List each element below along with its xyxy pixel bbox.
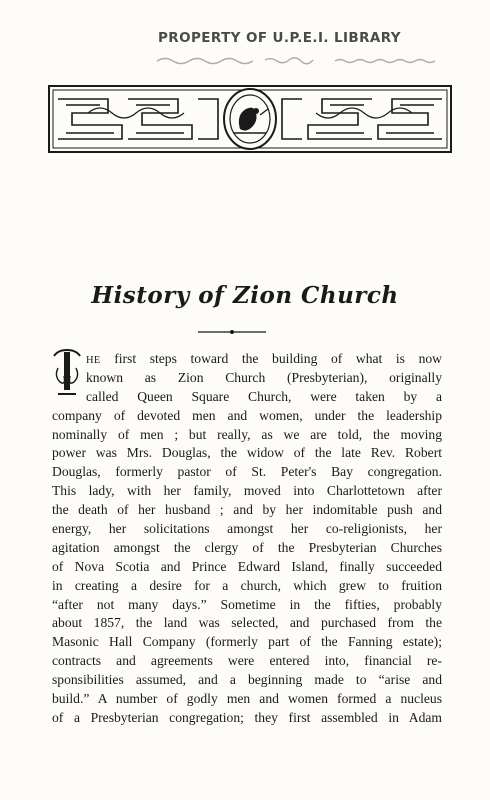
paragraph-line: sponsibilities assumed, and a beginning made to “arise and	[52, 672, 442, 688]
paragraph-line: of a Presbyterian congregation; they first assembled in Adam	[52, 709, 442, 725]
paragraph-line: “after not many days.” Sometime in the fifties, probably	[52, 596, 442, 612]
paragraph-line: energy, her solicitations amongst her co-religionists, her	[52, 521, 442, 537]
paragraph-line: Masonic Hall Company (formerly part of the Fanning estate);	[52, 634, 442, 650]
paragraph-line: This lady, with her family, moved into Charlottetown after	[52, 483, 442, 499]
paragraph-line: power was Mrs. Douglas, the widow of the late Rev. Robert	[52, 445, 442, 461]
paragraph-line: company of devoted men and women, under the leadership	[52, 407, 442, 423]
paragraph-line: build.” A number of godly men and women formed a nucleus	[52, 691, 442, 707]
paragraph-line: of Nova Scotia and Prince Edward Island, finally succeeded	[52, 558, 442, 574]
paragraph-line: in creating a desire for a church, which grew to fruition	[52, 577, 442, 593]
stamp-scrawl-mark	[155, 54, 445, 68]
paragraph-line: about 1857, the land was selected, and purchased from the	[52, 615, 442, 631]
paragraph-line: Douglas, formerly pastor of St. Peter's Bay congregation.	[52, 464, 442, 480]
paragraph-line: the death of her husband ; and by her indomitable push and	[52, 502, 442, 518]
library-stamp: PROPERTY OF U.P.E.I. LIBRARY	[158, 30, 401, 46]
header-ornament	[48, 85, 452, 153]
page-title: History of Zion Church	[91, 282, 399, 309]
paragraph-line: contracts and agreements were entered into, financial re-	[52, 653, 442, 669]
paragraph-line: nominally of men ; but really, as we are told, the moving	[52, 426, 442, 442]
paragraph-line: agitation amongst the clergy of the Presbyterian Churches	[52, 539, 442, 555]
paragraph-line: HE first steps toward the building of what is now	[86, 351, 442, 366]
paragraph-line: called Queen Square Church, were taken by a	[86, 388, 442, 404]
paragraph-line: known as Zion Church (Presbyterian), originally	[86, 369, 442, 385]
body-paragraph	[52, 350, 442, 728]
dropcap-small-caps: HE	[86, 355, 101, 366]
title-rule	[198, 329, 266, 335]
